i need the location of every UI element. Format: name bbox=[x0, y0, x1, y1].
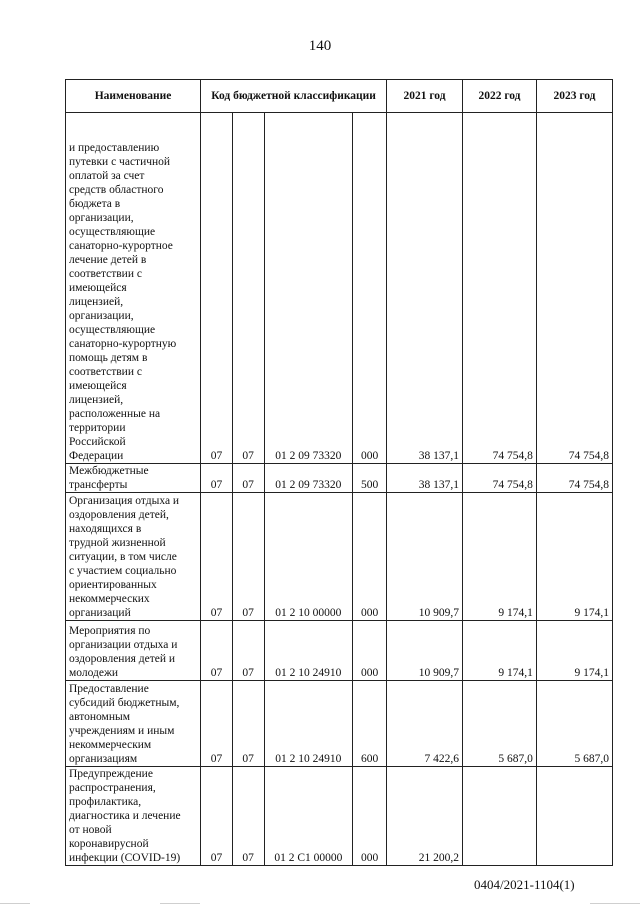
value-2021: 10 909,7 bbox=[387, 621, 463, 681]
code-expense-type: 000 bbox=[353, 493, 387, 621]
value-2022: 74 754,8 bbox=[463, 113, 537, 464]
table-row bbox=[66, 621, 613, 681]
code-expense-type: 000 bbox=[353, 621, 387, 681]
value-2022: 9 174,1 bbox=[463, 493, 537, 621]
table-row bbox=[66, 464, 613, 493]
header-2022: 2022 год bbox=[463, 80, 537, 113]
code-subsection: 07 bbox=[232, 493, 264, 621]
value-2023: 9 174,1 bbox=[536, 493, 612, 621]
code-expense-type: 000 bbox=[353, 113, 387, 464]
code-target-article: 01 2 С1 00000 bbox=[264, 767, 353, 866]
value-2023 bbox=[536, 767, 612, 866]
code-subsection: 07 bbox=[232, 464, 264, 493]
document-number-footer: 0404/2021-1104(1) bbox=[474, 877, 575, 892]
code-section: 07 bbox=[201, 681, 233, 767]
code-section: 07 bbox=[201, 621, 233, 681]
header-name: Наименование bbox=[66, 80, 201, 113]
code-section: 07 bbox=[201, 767, 233, 866]
value-2022: 74 754,8 bbox=[463, 464, 537, 493]
budget-table bbox=[65, 79, 613, 866]
value-2022: 5 687,0 bbox=[463, 681, 537, 767]
value-2021: 38 137,1 bbox=[387, 464, 463, 493]
code-expense-type: 000 bbox=[353, 767, 387, 866]
value-2023: 74 754,8 bbox=[536, 113, 612, 464]
value-2022: 9 174,1 bbox=[463, 621, 537, 681]
table-row bbox=[66, 493, 613, 621]
code-subsection: 07 bbox=[232, 621, 264, 681]
row-name: Организация отдыха и оздоровления детей, находящихся в трудной жизненной ситуации, в том числе с участием социально ориентированных некоммерческих организаций bbox=[66, 493, 201, 621]
code-target-article: 01 2 10 24910 bbox=[264, 621, 353, 681]
code-target-article: 01 2 09 73320 bbox=[264, 113, 353, 464]
code-target-article: 01 2 09 73320 bbox=[264, 464, 353, 493]
row-name: Предупреждение распространения, профилактика, диагностика и лечение от новой коронавирусной инфекции (COVID-19) bbox=[66, 767, 201, 866]
value-2023: 74 754,8 bbox=[536, 464, 612, 493]
value-2021: 7 422,6 bbox=[387, 681, 463, 767]
code-section: 07 bbox=[201, 113, 233, 464]
table-row bbox=[66, 113, 613, 464]
code-section: 07 bbox=[201, 464, 233, 493]
header-2021: 2021 год bbox=[387, 80, 463, 113]
code-expense-type: 600 bbox=[353, 681, 387, 767]
value-2023: 5 687,0 bbox=[536, 681, 612, 767]
code-expense-type: 500 bbox=[353, 464, 387, 493]
value-2021: 10 909,7 bbox=[387, 493, 463, 621]
value-2021: 21 200,2 bbox=[387, 767, 463, 866]
table-row bbox=[66, 767, 613, 866]
code-target-article: 01 2 10 24910 bbox=[264, 681, 353, 767]
row-name: Предоставление субсидий бюджетным, автономным учреждениям и иным некоммерческим организациям bbox=[66, 681, 201, 767]
code-section: 07 bbox=[201, 493, 233, 621]
code-subsection: 07 bbox=[232, 681, 264, 767]
row-name: и предоставлению путевки с частичной оплатой за счет средств областного бюджета в организации, осуществляющие санаторно-курортное лечение детей в соответствии с имеющейся лицензией, организации, осуществляющие санаторно-курортную помощь детям в соответствии с имеющейся лицензией, расположенные на территории Российской Федерации bbox=[66, 113, 201, 464]
row-name: Мероприятия по организации отдыха и оздоровления детей и молодежи bbox=[66, 621, 201, 681]
value-2023: 9 174,1 bbox=[536, 621, 612, 681]
row-name: Межбюджетные трансферты bbox=[66, 464, 201, 493]
code-subsection: 07 bbox=[232, 767, 264, 866]
header-2023: 2023 год bbox=[536, 80, 612, 113]
header-budget-code: Код бюджетной классификации bbox=[201, 80, 387, 113]
header-row bbox=[66, 80, 613, 113]
value-2021: 38 137,1 bbox=[387, 113, 463, 464]
value-2022 bbox=[463, 767, 537, 866]
code-target-article: 01 2 10 00000 bbox=[264, 493, 353, 621]
page-number: 140 bbox=[308, 38, 332, 54]
table-row bbox=[66, 681, 613, 767]
scan-edge-marks bbox=[0, 899, 640, 905]
code-subsection: 07 bbox=[232, 113, 264, 464]
